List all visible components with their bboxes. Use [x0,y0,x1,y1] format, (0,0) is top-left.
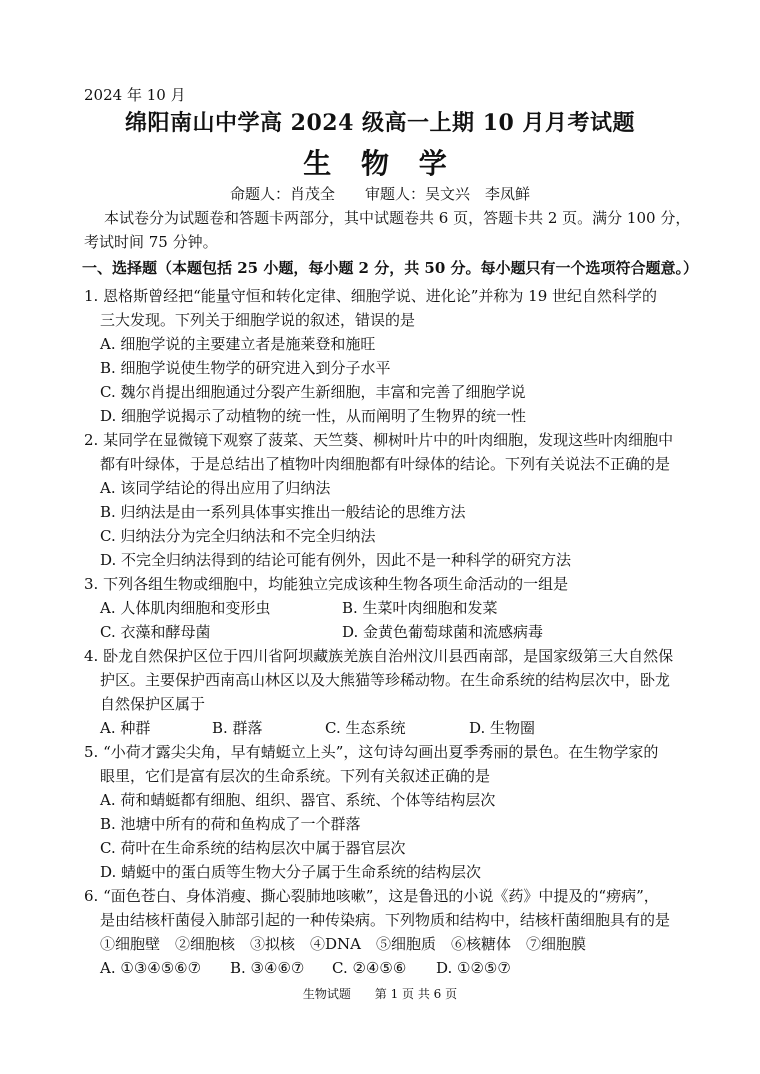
question-2-stem [84,428,684,476]
question-4-option-b: B. 群落 [212,719,263,737]
question-line: 眼里，它们是富有层次的生命系统。下列有关叙述正确的是 [100,767,491,785]
section-heading: 一、选择题（本题包括 25 小题，每小题 2 分，共 50 分。每小题只有一个选项符合题意。） [82,259,699,277]
question-3-option-a: A. 人体肌肉细胞和变形虫 [100,599,271,617]
question-line: 1. 恩格斯曾经把“能量守恒和转化定律、细胞学说、进化论”并称为 19 世纪自然科学的 [84,287,658,305]
question-4-stem [84,644,684,716]
question-2-option-a: A. 该同学结论的得出应用了归纳法 [100,479,331,497]
question-4-option-c: C. 生态系统 [325,719,406,737]
question-6-option-a: A. ①③④⑤⑥⑦ [100,959,202,977]
question-line: 5. “小荷才露尖尖角，早有蜻蜓立上头”，这句诗勾画出夏季秀丽的景色。在生物学家的 [84,743,659,761]
question-line: 三大发现。下列关于细胞学说的叙述，错误的是 [100,311,416,329]
question-5-option-b: B. 池塘中所有的荷和鱼构成了一个群落 [100,815,361,833]
authors-line: 命题人：肖茂全 审题人：吴文兴 李凤鲜 [229,185,530,203]
question-6-items: ①细胞壁 ②细胞核 ③拟核 ④DNA ⑤细胞质 ⑥核糖体 ⑦细胞膜 [100,935,586,953]
question-4-option-d: D. 生物圈 [469,719,536,737]
question-1-option-c: C. 魏尔肖提出细胞通过分裂产生新细胞，丰富和完善了细胞学说 [100,383,526,401]
question-line: 3. 下列各组生物或细胞中，均能独立完成该种生物各项生命活动的一组是 [84,575,569,593]
question-3-stem [84,572,684,596]
footer-page-number: 第 1 页 共 6 页 [374,987,458,1001]
question-6-option-d: D. ①②⑤⑦ [436,959,511,977]
subject-title: 生 物 学 [303,147,457,180]
question-1-option-b: B. 细胞学说使生物学的研究进入到分子水平 [100,359,391,377]
intro-line-2: 考试时间 75 分钟。 [84,233,218,251]
question-6-option-b: B. ③④⑥⑦ [230,959,305,977]
question-5-option-c: C. 荷叶在生命系统的结构层次中属于器官层次 [100,839,406,857]
question-line: 护区。主要保护西南高山林区以及大熊猫等珍稀动物。在生命系统的结构层次中，卧龙 [100,671,671,689]
question-line: 是由结核杆菌侵入肺部引起的一种传染病。下列物质和结构中，结核杆菌细胞具有的是 [100,911,671,929]
page-footer [0,985,760,1002]
intro-line-1: 本试卷分为试题卷和答题卡两部分，其中试题卷共 6 页，答题卡共 2 页。满分 100 分， [104,209,691,227]
question-3-option-d: D. 金黄色葡萄球菌和流感病毒 [342,623,544,641]
exam-title: 绵阳南山中学高 2024 级高一上期 10 月月考试题 [125,110,635,136]
footer-subject: 生物试题 [302,987,351,1001]
question-1-stem [84,284,684,332]
question-5-option-a: A. 荷和蜻蜓都有细胞、组织、器官、系统、个体等结构层次 [100,791,496,809]
question-4-option-a: A. 种群 [100,719,151,737]
question-6-stem [84,884,684,932]
question-3-option-c: C. 衣藻和酵母菌 [100,623,211,641]
question-3-option-b: B. 生菜叶肉细胞和发菜 [342,599,498,617]
question-6-option-c: C. ②④⑤⑥ [332,959,407,977]
question-2-option-c: C. 归纳法分为完全归纳法和不完全归纳法 [100,527,376,545]
question-line: 6. “面色苍白、身体消瘦、撕心裂肺地咳嗽”，这是鲁迅的小说《药》中提及的“痨病”， [84,887,659,905]
question-5-stem [84,740,684,788]
question-1-option-d: D. 细胞学说揭示了动植物的统一性，从而阐明了生物界的统一性 [100,407,527,425]
question-1-option-a: A. 细胞学说的主要建立者是施莱登和施旺 [100,335,376,353]
question-line: 都有叶绿体，于是总结出了植物叶肉细胞都有叶绿体的结论。下列有关说法不正确的是 [100,455,671,473]
exam-date: 2024 年 10 月 [84,86,186,104]
question-line: 2. 某同学在显微镜下观察了菠菜、天竺葵、柳树叶片中的叶肉细胞，发现这些叶肉细胞中 [84,431,674,449]
question-2-option-d: D. 不完全归纳法得到的结论可能有例外，因此不是一种科学的研究方法 [100,551,572,569]
question-line: 4. 卧龙自然保护区位于四川省阿坝藏族羌族自治州汶川县西南部，是国家级第三大自然保 [84,647,674,665]
question-line: 自然保护区属于 [100,695,206,713]
question-5-option-d: D. 蜻蜓中的蛋白质等生物大分子属于生命系统的结构层次 [100,863,482,881]
question-2-option-b: B. 归纳法是由一系列具体事实推出一般结论的思维方法 [100,503,466,521]
